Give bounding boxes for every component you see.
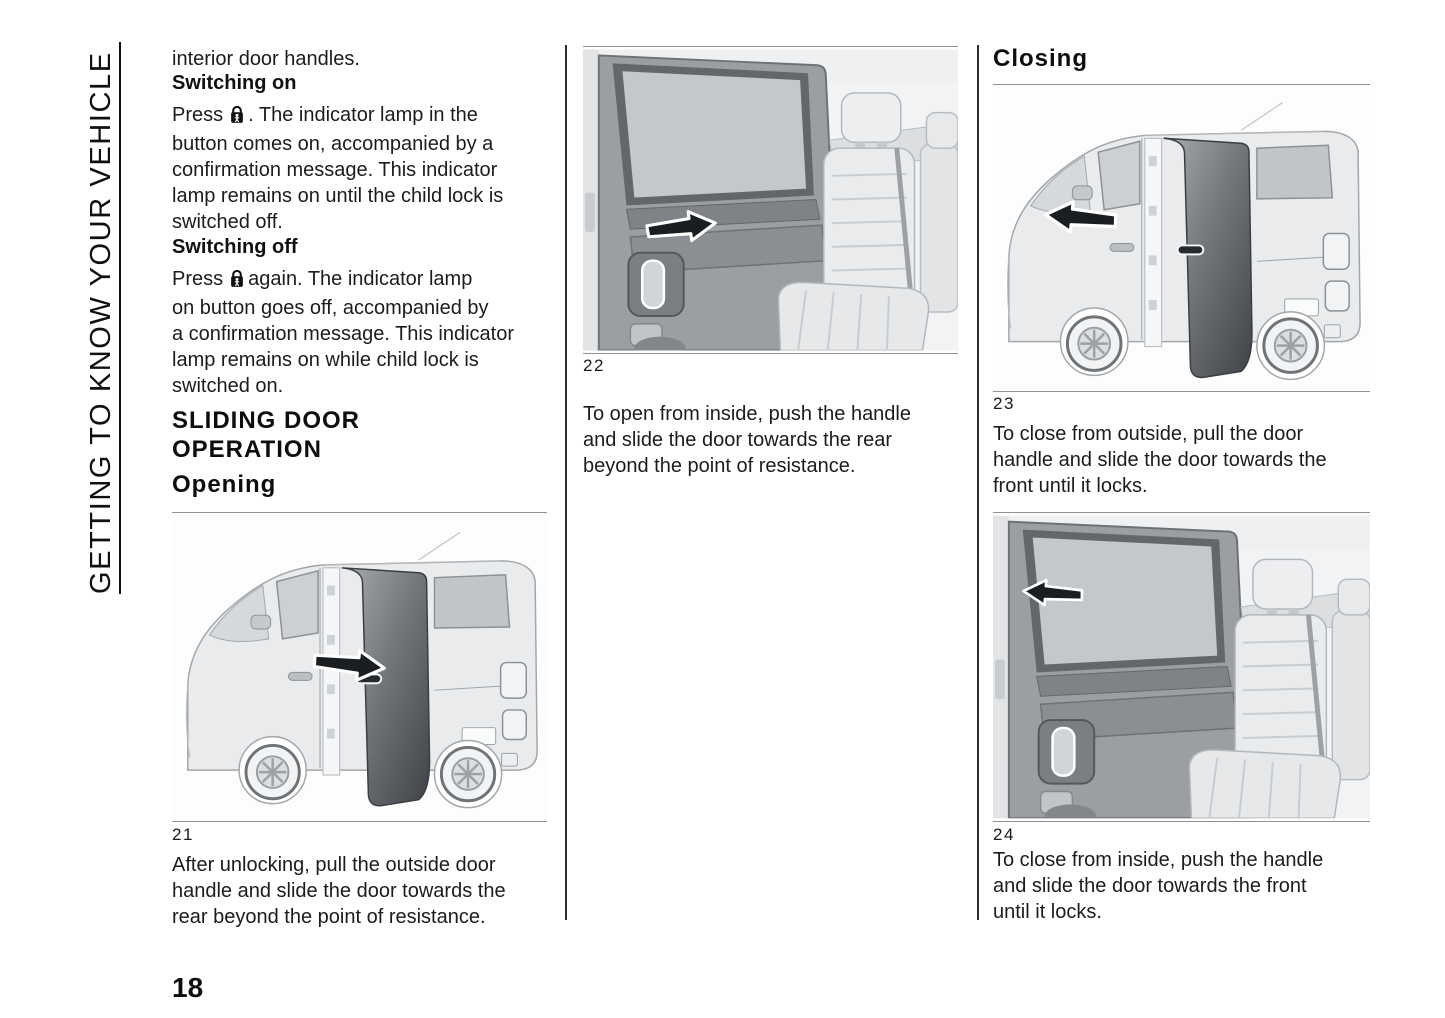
switching-off-paragraph — [172, 266, 557, 399]
figure-23-number: 23 — [993, 394, 1015, 413]
paragraph-line: rear beyond the point of resistance. — [172, 906, 486, 928]
paragraph-line: switched off. — [172, 211, 283, 233]
opening-heading: Opening — [172, 471, 277, 498]
van-interior-illustration — [993, 513, 1370, 821]
column-divider-left — [565, 45, 567, 920]
close-outside-paragraph — [993, 421, 1383, 499]
paragraph-line: To open from inside, push the handle — [583, 403, 911, 425]
column-divider-right — [977, 45, 979, 920]
paragraph-line: To close from inside, push the handle — [993, 849, 1324, 871]
figure-22-interior-opening — [583, 46, 958, 354]
figure-24-number: 24 — [993, 825, 1015, 844]
paragraph-line: handle and slide the door towards the — [172, 880, 506, 902]
paragraph-line: To close from outside, pull the door — [993, 423, 1304, 445]
chapter-title-vertical: GETTING TO KNOW YOUR VEHICLE — [85, 51, 117, 594]
paragraph-line: . The indicator lamp in the — [248, 104, 478, 126]
paragraph-line: again. The indicator lamp — [248, 268, 473, 290]
open-inside-paragraph — [583, 401, 973, 479]
van-interior-illustration — [583, 47, 958, 353]
figure-23-van-exterior-closing — [993, 84, 1370, 392]
van-exterior-illustration — [993, 85, 1370, 391]
paragraph-line: lamp remains on until the child lock is — [172, 185, 504, 207]
paragraph-line: on button goes off, accompanied by — [172, 297, 489, 319]
paragraph-line: confirmation message. This indicator — [172, 159, 498, 181]
sliding-door-operation-heading: SLIDING DOOR OPERATION — [172, 407, 361, 463]
intro-text: interior door handles. — [172, 48, 360, 70]
press-label: Press — [172, 268, 224, 290]
figure-24-interior-closing — [993, 512, 1370, 822]
paragraph-line: After unlocking, pull the outside door — [172, 854, 496, 876]
switching-on-paragraph — [172, 102, 557, 235]
chapter-title-underline — [119, 42, 121, 594]
switching-off-heading: Switching off — [172, 236, 298, 258]
paragraph-line: front until it locks. — [993, 475, 1148, 497]
close-inside-paragraph — [993, 847, 1383, 925]
paragraph-line: switched on. — [172, 375, 284, 397]
switching-on-heading: Switching on — [172, 72, 297, 94]
paragraph-line: a confirmation message. This indicator — [172, 323, 515, 345]
paragraph-line: button comes on, accompanied by a — [172, 133, 494, 155]
after-unlock-paragraph — [172, 852, 562, 930]
child-lock-icon — [229, 105, 245, 131]
paragraph-line: lamp remains on while child lock is — [172, 349, 479, 371]
figure-21-van-exterior-opening — [172, 512, 547, 822]
child-lock-icon — [229, 269, 245, 295]
paragraph-line: until it locks. — [993, 901, 1102, 923]
paragraph-line: beyond the point of resistance. — [583, 455, 856, 477]
paragraph-line: and slide the door towards the rear — [583, 429, 893, 451]
closing-heading: Closing — [993, 45, 1088, 72]
press-label: Press — [172, 104, 224, 126]
figure-21-number: 21 — [172, 825, 194, 844]
paragraph-line: handle and slide the door towards the — [993, 449, 1327, 471]
figure-22-number: 22 — [583, 356, 605, 375]
van-exterior-illustration — [172, 513, 547, 821]
page-number: 18 — [172, 972, 204, 1003]
paragraph-line: and slide the door towards the front — [993, 875, 1307, 897]
